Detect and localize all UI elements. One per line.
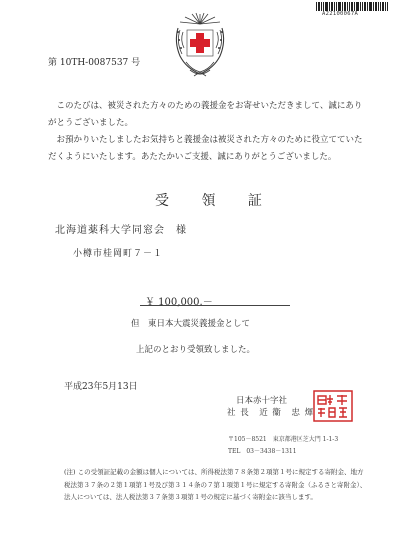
recipient-address: 小樽市桂岡町７－１ [73, 249, 164, 259]
document-title: 受 領 証 [155, 193, 276, 209]
issuer-address: 〒105－8521 東京都港区芝大門 1-1-3 [228, 436, 339, 443]
receipt-statement: 上記のとおり受領致しました。 [136, 345, 256, 355]
tax-note: (注) この受領証記載の金額は個人については、所得税法第７８条第２項第１号に規定する寄附金、地方税法第３７条の２第１項第１号及び第３１４条の７第１項第１号に規定する寄附金（ふるさと寄附金）、法人については、法人税法第３７条第３項第１号の規定に基づく寄附金に該当します。 [64, 468, 367, 501]
issuer-organization: 日本赤十字社 [236, 396, 288, 406]
issuer-phone: TEL 03－3438－1311 [228, 448, 297, 455]
donation-purpose: 但 東日本大震災義援金として [131, 319, 251, 329]
certificate-number: 第 10TH-0087537 号 [48, 58, 141, 68]
amount-underline [140, 305, 290, 306]
thanks-paragraph: このたびは、被災された方々のための義援金をお寄せいただきまして、誠にありがとうございました。 [48, 101, 363, 128]
serial-number: A22100067A [322, 11, 359, 17]
issuer-president: 社 長 近 衞 忠 煇 [227, 408, 315, 418]
recipient-name: 北海道薬科大学同窓会 様 [55, 225, 187, 236]
donation-amount: ￥ 100,000.－ [145, 297, 213, 308]
red-cross-emblem-icon [170, 10, 230, 80]
usage-paragraph: お預かりいたしましたお気持ちと義援金は被災された方々のために役立てていただくようにいたします。あたたかいご支援、誠にありがとうございました。 [48, 135, 363, 162]
red-seal-stamp [313, 390, 353, 422]
barcode [316, 2, 388, 11]
issue-date: 平成23年5月13日 [64, 382, 138, 392]
